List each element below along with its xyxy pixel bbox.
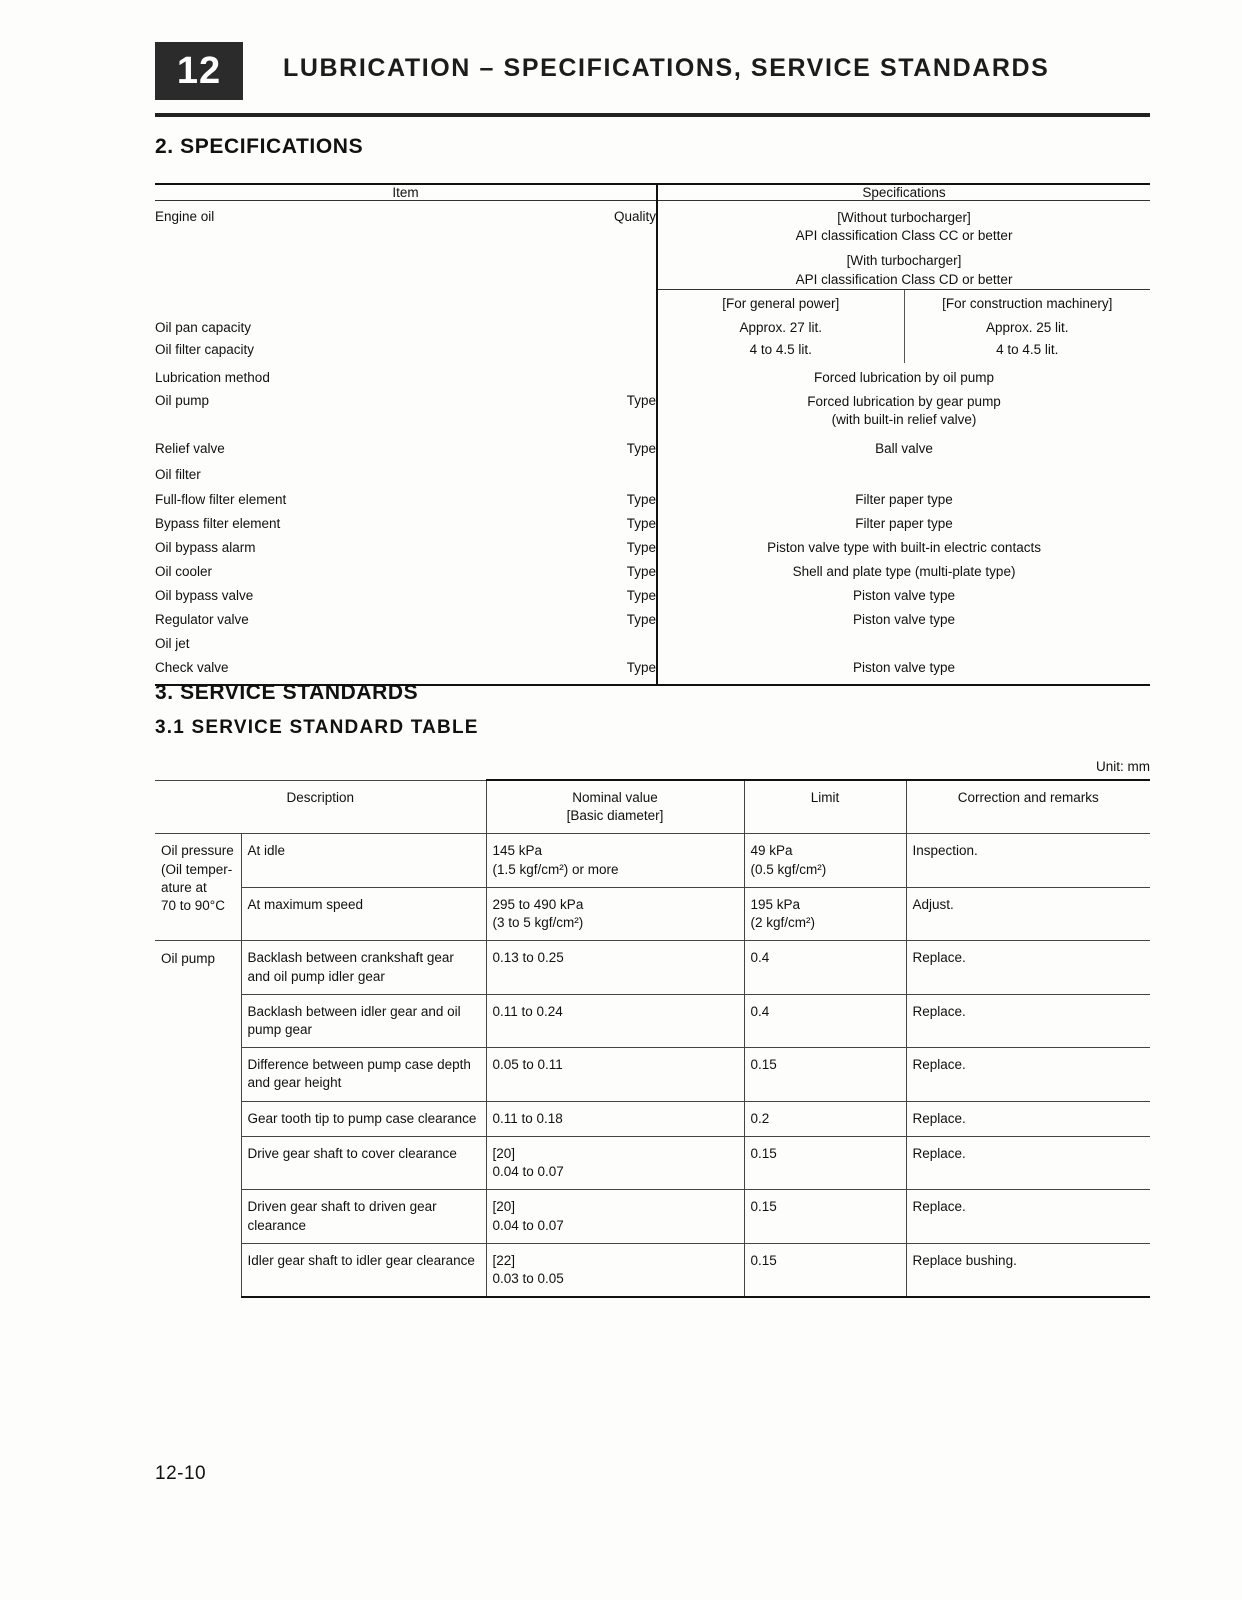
row-label-oil-cooler: Oil cooler (155, 564, 213, 580)
nominal-line2: 0.04 to 0.07 (492, 1217, 564, 1233)
nominal-line2: (1.5 kgf/cm²) or more (492, 861, 619, 877)
row-description: At idle (241, 834, 486, 887)
nominal-line1: [20] (492, 1145, 516, 1161)
row-label-oil-filter-capacity: Oil filter capacity (155, 341, 255, 357)
row-limit (744, 834, 906, 887)
table-row (155, 335, 1150, 363)
row-type-oil-bypass-valve: Type (626, 588, 657, 604)
table-row (155, 385, 1150, 429)
row-limit: 0.4 (744, 994, 906, 1047)
engine-oil-spec-line1: [Without turbocharger] (837, 210, 971, 225)
table-row (155, 603, 1150, 627)
oil-pump-spec-line2: (with built-in relief valve) (831, 412, 977, 428)
row-type-bypass-filter-element: Type (626, 516, 657, 532)
group-line3: ature at (161, 879, 207, 895)
engine-oil-spec-line2: API classification Class CC or better (795, 228, 1013, 244)
row-nominal (486, 1243, 744, 1297)
nominal-line1: 145 kPa (492, 843, 543, 859)
row-type-engine-oil: Quality (613, 209, 657, 224)
row-limit: 0.15 (744, 1048, 906, 1101)
column-header-nominal-value (486, 780, 744, 834)
chapter-number-badge: 12 (155, 42, 243, 100)
nominal-header-line1: Nominal value (572, 790, 658, 805)
row-type-oil-bypass-alarm: Type (626, 540, 657, 556)
row-description: Driven gear shaft to driven gear clearance (241, 1190, 486, 1243)
row-remark: Replace. (906, 941, 1150, 994)
table-row (155, 531, 1150, 555)
section-heading-specifications: 2. SPECIFICATIONS (155, 135, 364, 158)
table-row (155, 456, 1150, 482)
table-row (155, 1048, 1150, 1101)
row-nominal: 0.11 to 0.18 (486, 1101, 744, 1136)
subhead-general-power: [For general power] (657, 289, 904, 311)
row-description: At maximum speed (241, 887, 486, 940)
oil-filter-capacity-general: 4 to 4.5 lit. (657, 335, 904, 363)
row-limit: 0.15 (744, 1243, 906, 1297)
table-row (155, 201, 1150, 290)
table-header-row (155, 780, 1150, 834)
row-label-oil-bypass-alarm: Oil bypass alarm (155, 540, 256, 556)
row-spec-lubrication-method: Forced lubrication by oil pump (657, 363, 1150, 385)
row-label-oil-jet: Oil jet (155, 636, 190, 652)
row-remark: Replace. (906, 1101, 1150, 1136)
row-label-bypass-filter-element: Bypass filter element (155, 516, 281, 532)
row-spec-bypass-filter-element: Filter paper type (657, 507, 1150, 531)
row-type-check-valve: Type (585, 651, 657, 685)
oil-pan-capacity-construction: Approx. 25 lit. (904, 311, 1150, 335)
row-label-oil-bypass-valve: Oil bypass valve (155, 588, 254, 604)
table-row (155, 482, 1150, 507)
row-label-check-valve: Check valve (155, 651, 585, 685)
row-nominal: 0.13 to 0.25 (486, 941, 744, 994)
service-standard-table (155, 779, 1150, 1298)
row-nominal (486, 1136, 744, 1189)
header-divider (155, 113, 1150, 117)
row-group-oil-pressure (155, 834, 241, 941)
section-heading-service-standards: 3. SERVICE STANDARDS (155, 681, 419, 704)
row-limit (744, 887, 906, 940)
row-limit: 0.15 (744, 1136, 906, 1189)
row-spec-engine-oil (657, 201, 1150, 290)
column-header-description: Description (155, 780, 486, 834)
row-remark: Replace. (906, 994, 1150, 1047)
row-remark: Replace bushing. (906, 1243, 1150, 1297)
row-spec-oil-bypass-alarm: Piston valve type with built-in electric contacts (657, 531, 1150, 555)
limit-line1: 195 kPa (750, 896, 801, 912)
row-spec-relief-valve: Ball valve (657, 429, 1150, 456)
table-row (155, 1190, 1150, 1243)
engine-oil-spec-line3: [With turbocharger] (846, 253, 962, 269)
row-spec-oil-pump (657, 385, 1150, 429)
page-header (155, 42, 1150, 114)
engine-oil-spec-line4: API classification Class CD or better (795, 271, 1013, 287)
specifications-table (155, 183, 1150, 686)
row-spec-oil-bypass-valve: Piston valve type (657, 579, 1150, 603)
row-label-oil-filter: Oil filter (155, 467, 201, 483)
row-spec-oil-cooler: Shell and plate type (multi-plate type) (657, 555, 1150, 579)
row-type-regulator-valve: Type (626, 612, 657, 628)
page-folio: 12-10 (155, 1463, 207, 1484)
table-row (155, 887, 1150, 940)
row-remark: Inspection. (906, 834, 1150, 887)
row-label-oil-pan-capacity: Oil pan capacity (155, 319, 252, 335)
table-row (155, 834, 1150, 887)
limit-line1: 49 kPa (750, 843, 793, 859)
table-row (155, 311, 1150, 335)
table-row (155, 941, 1150, 994)
column-header-limit: Limit (744, 780, 906, 834)
nominal-header-line2: [Basic diameter] (566, 808, 664, 824)
limit-line2: (0.5 kgf/cm²) (750, 861, 827, 877)
row-label-regulator-valve: Regulator valve (155, 612, 249, 628)
oil-filter-capacity-construction: 4 to 4.5 lit. (904, 335, 1150, 363)
row-remark: Replace. (906, 1136, 1150, 1189)
row-description: Idler gear shaft to idler gear clearance (241, 1243, 486, 1297)
table-row (155, 627, 1150, 651)
nominal-line1: [20] (492, 1199, 516, 1215)
table-row (155, 363, 1150, 385)
table-row (155, 1243, 1150, 1297)
table-row (155, 429, 1150, 456)
row-remark: Replace. (906, 1048, 1150, 1101)
row-nominal: 0.11 to 0.24 (486, 994, 744, 1047)
oil-pan-capacity-general: Approx. 27 lit. (657, 311, 904, 335)
row-nominal (486, 887, 744, 940)
nominal-line2: 0.04 to 0.07 (492, 1164, 564, 1180)
row-type-oil-pump: Type (626, 392, 657, 408)
nominal-line1: [22] (492, 1252, 516, 1268)
row-nominal (486, 834, 744, 887)
nominal-line2: 0.03 to 0.05 (492, 1270, 564, 1286)
row-description: Backlash between crankshaft gear and oil pump idler gear (241, 941, 486, 994)
table-row (155, 507, 1150, 531)
row-spec-check-valve: Piston valve type (657, 651, 1150, 685)
row-type-relief-valve: Type (626, 441, 657, 457)
section-heading-service-standard-table: 3.1 SERVICE STANDARD TABLE (155, 717, 479, 738)
row-label-engine-oil: Engine oil (155, 209, 215, 224)
row-label-oil-pump: Oil pump (155, 392, 210, 408)
column-header-specifications: Specifications (657, 184, 1150, 201)
page-title: LUBRICATION – SPECIFICATIONS, SERVICE STANDARDS (283, 54, 1050, 82)
table-row-subheads (155, 289, 1150, 311)
table-row (155, 1101, 1150, 1136)
table-row (155, 994, 1150, 1047)
nominal-line1: 295 to 490 kPa (492, 896, 584, 912)
table-row (155, 555, 1150, 579)
unit-note: Unit: mm (1096, 759, 1150, 774)
row-label-full-flow-filter-element: Full-flow filter element (155, 492, 287, 508)
subhead-construction-machinery: [For construction machinery] (904, 289, 1150, 311)
row-description: Drive gear shaft to cover clearance (241, 1136, 486, 1189)
column-header-correction: Correction and remarks (906, 780, 1150, 834)
group-line2: (Oil temper- (161, 861, 233, 877)
nominal-line2: (3 to 5 kgf/cm²) (492, 915, 584, 931)
table-header-row (155, 184, 1150, 201)
row-remark: Replace. (906, 1190, 1150, 1243)
row-label-lubrication-method: Lubrication method (155, 369, 270, 385)
row-group-oil-pump: Oil pump (155, 941, 241, 1297)
row-nominal (486, 1190, 744, 1243)
row-description: Gear tooth tip to pump case clearance (241, 1101, 486, 1136)
row-limit: 0.4 (744, 941, 906, 994)
row-label-relief-valve: Relief valve (155, 441, 225, 457)
row-limit: 0.15 (744, 1190, 906, 1243)
row-spec-regulator-valve: Piston valve type (657, 603, 1150, 627)
row-limit: 0.2 (744, 1101, 906, 1136)
row-remark: Adjust. (906, 887, 1150, 940)
group-line1: Oil pressure (161, 843, 234, 859)
row-description: Backlash between idler gear and oil pump gear (241, 994, 486, 1047)
row-nominal: 0.05 to 0.11 (486, 1048, 744, 1101)
row-spec-full-flow-filter-element: Filter paper type (657, 482, 1150, 507)
row-type-full-flow-filter-element: Type (626, 492, 657, 508)
row-description: Difference between pump case depth and gear height (241, 1048, 486, 1101)
row-type-oil-cooler: Type (626, 564, 657, 580)
column-header-item: Item (155, 184, 657, 201)
limit-line2: (2 kgf/cm²) (750, 915, 816, 931)
oil-pump-spec-line1: Forced lubrication by gear pump (807, 393, 1001, 409)
group-line4: 70 to 90°C (161, 898, 225, 914)
table-row (155, 579, 1150, 603)
table-row (155, 1136, 1150, 1189)
